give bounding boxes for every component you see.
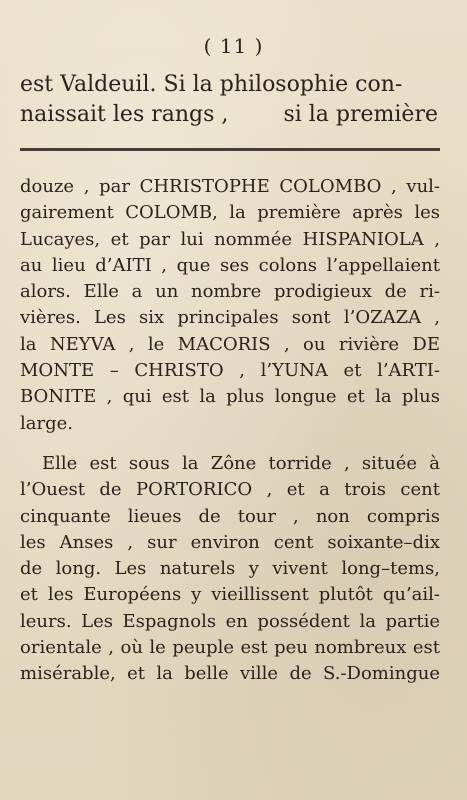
horizontal-rule <box>20 148 440 151</box>
paragraph-2-line: les Anses , sur environ cent soixante–dix <box>20 531 440 553</box>
paragraph-gap <box>20 437 440 451</box>
main-text <box>20 174 440 688</box>
paragraph-1-line: vières. Les six principales sont l’OZAZA , <box>20 307 440 329</box>
paragraph-1-line: MONTE – CHRISTO , l’YUNA et l’ARTI- <box>20 360 440 382</box>
page-number: ( 11 ) <box>203 34 264 58</box>
paragraph-2-line: leurs. Les Espagnols en possédent la partie <box>20 610 440 632</box>
paragraph-1-line: gairement COLOMB, la première après les <box>20 202 440 224</box>
top-text-block <box>20 70 438 130</box>
paragraph-2-line: Elle est sous la Zône torride , située à <box>42 452 440 474</box>
top-text-line-1 <box>20 70 438 100</box>
paragraph-1 <box>20 174 440 437</box>
paragraph-1-line: large. <box>20 412 73 434</box>
paragraph-1-line: au lieu d’AITI , que ses colons l’appellaient <box>20 254 440 276</box>
paragraph-2-line: et les Européens y vieillissent plutôt qu’ail- <box>20 584 440 606</box>
paragraph-1-line: douze , par CHRISTOPHE COLOMBO , vul- <box>20 176 440 197</box>
paragraph-2-line: l’Ouest de PORTORICO , et a trois cent <box>20 479 440 501</box>
top-text-line-2-left: naissait les rangs , <box>20 102 229 127</box>
paragraph-1-line: BONITE , qui est la plus longue et la plus <box>20 386 440 408</box>
paragraph-1-line: alors. Elle a un nombre prodigieux de ri- <box>20 281 440 303</box>
paragraph-2-line: cinquante lieues de tour , non compris <box>20 505 440 527</box>
paragraph-2-line: de long. Les naturels y vivent long–tems, <box>20 558 440 580</box>
top-text-line-2 <box>20 100 438 130</box>
paragraph-1-line: Lucayes, et par lui nommée HISPANIOLA , <box>20 228 440 250</box>
paragraph-1-line: la NEYVA , le MACORIS , ou rivière DE <box>20 333 440 355</box>
paragraph-2 <box>20 451 440 688</box>
top-text-line-2-right: si la première <box>283 102 438 127</box>
paragraph-2-line: misérable, et la belle ville de S.-Domingue <box>20 663 440 685</box>
top-text-line-1-text: est Valdeuil. Si la philosophie con- <box>20 72 403 97</box>
paragraph-2-line: orientale , où le peuple est peu nombreux est <box>20 637 440 659</box>
